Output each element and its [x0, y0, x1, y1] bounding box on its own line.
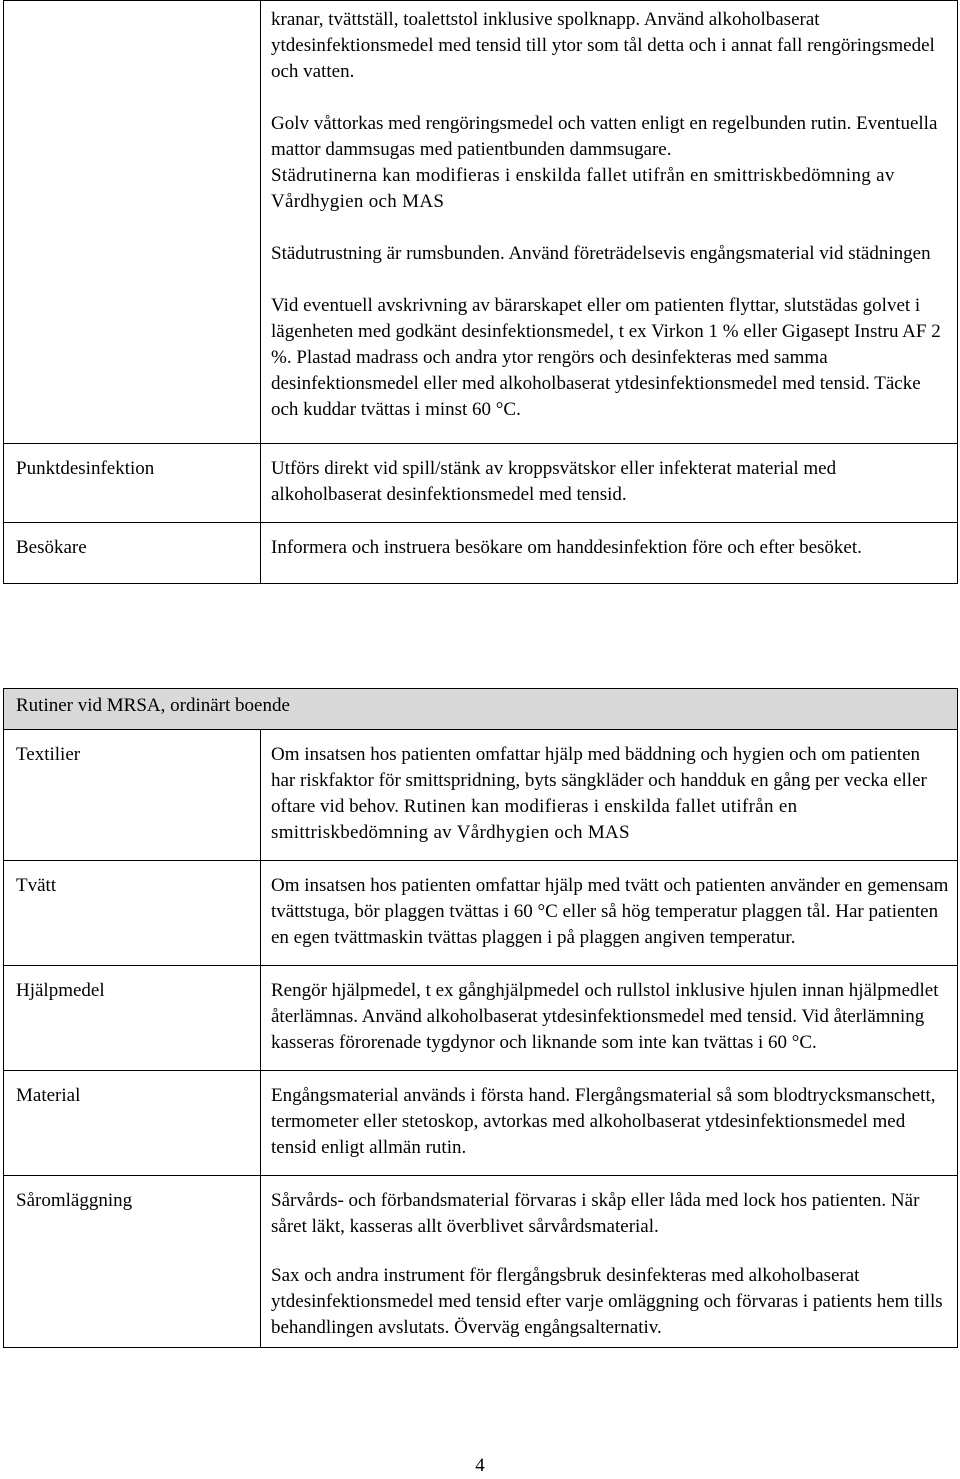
cleaning-paragraph: Städutrustning är rumsbunden. Använd företrädelsevis engångsmaterial vid städningen: [271, 243, 931, 264]
row-label: Hjälpmedel: [4, 966, 261, 1071]
table-row: [4, 1, 958, 444]
row-text-secondary: Sax och andra instrument för flergångsbruk desinfekteras med alkoholbaserat ytdesinfektionsmedel med tensid efter varje omläggning och förvaras i patients hem tills behandlingen avslutats. Överväg engångsalternativ.: [271, 1265, 943, 1338]
cleaning-table: [3, 0, 958, 584]
row-text: Sårvårds- och förbandsmaterial förvaras i skåp eller låda med lock hos patienten. När såret läkt, kasseras allt överblivet sårvårdsmaterial.: [271, 1190, 920, 1237]
page-number: 4: [475, 1455, 485, 1476]
row-text: Om insatsen hos patienten omfattar hjälp med bäddning och hygien och om patienten har riskfaktor för smittspridning, byts sängkläder och handduk en gång per vecka eller oftare vid behov.: [271, 744, 927, 817]
row-text-cell: [261, 730, 958, 861]
row-text: Engångsmaterial används i första hand. Flergångsmaterial så som blodtrycksmanschett, termometer eller stetoskop, avtorkas med alkoholbaserat ytdesinfektionsmedel med tensid enligt allmän rutin.: [261, 1071, 958, 1176]
row-text-cell: [261, 1176, 958, 1348]
table-row: [4, 1071, 958, 1176]
row-text: Informera och instruera besökare om handdesinfektion före och efter besöket.: [261, 523, 958, 584]
cleaning-paragraph: kranar, tvättställ, toalettstol inklusive spolknapp. Använd alkoholbaserat ytdesinfektionsmedel med tensid till ytor som tål detta och i annat fall rengöringsmedel och vatten.: [271, 9, 935, 82]
cleaning-paragraph: Vid eventuell avskrivning av bärarskapet eller om patienten flyttar, slutstädas golvet i lägenheten med godkänt desinfektionsmedel, t ex Virkon 1 % eller Gigasept Instru AF 2 %. Plastad madrass och andra ytor rengörs och desinfekteras med samma desinfektionsmedel eller med alkoholbaserat ytdesinfektionsmedel med tensid. Täcke och kuddar tvättas i minst 60 °C.: [271, 295, 941, 420]
section-title: Rutiner vid MRSA, ordinärt boende: [4, 689, 958, 730]
table-row: [4, 966, 958, 1071]
row-text: Rengör hjälpmedel, t ex gånghjälpmedel och rullstol inklusive hjulen innan hjälpmedlet återlämnas. Använd alkoholbaserat ytdesinfektionsmedel med tensid. Vid återlämning kasseras förorenade tygdynor och liknande som inte kan tvättas i 60 °C.: [261, 966, 958, 1071]
empty-label-cell: [4, 1, 261, 444]
table-row: [4, 523, 958, 584]
cleaning-paragraph: Golv våttorkas med rengöringsmedel och vatten enligt en regelbunden rutin. Eventuella mattor dammsugas med patientbunden dammsugare.: [271, 113, 938, 160]
row-label: Tvätt: [4, 861, 261, 966]
row-label: Punktdesinfektion: [4, 444, 261, 523]
row-label: Material: [4, 1071, 261, 1176]
table-row: [4, 730, 958, 861]
cleaning-paragraph: Städrutinerna kan modifieras i enskilda fallet utifrån en smittriskbedömning av Vårdhygien och MAS: [271, 165, 895, 212]
section-header-row: [4, 689, 958, 730]
table-row: [4, 1176, 958, 1348]
cleaning-text-cell: [261, 1, 958, 444]
table-row: [4, 861, 958, 966]
mrsa-routines-table: [3, 688, 958, 1348]
table-row: [4, 444, 958, 523]
row-text-secondary: Rutinen kan modifieras i enskilda fallet utifrån en smittriskbedömning av Vårdhygien och MAS: [271, 796, 798, 843]
row-label: Såromläggning: [4, 1176, 261, 1348]
row-label: Textilier: [4, 730, 261, 861]
row-text: Om insatsen hos patienten omfattar hjälp med tvätt och patienten använder en gemensam tvättstuga, bör plaggen tvättas i 60 °C eller så hög temperatur plaggen tål. Har patienten en egen tvättmaskin tvättas plaggen i på plaggen angiven temperatur.: [261, 861, 958, 966]
row-label: Besökare: [4, 523, 261, 584]
row-text: Utförs direkt vid spill/stänk av kroppsvätskor eller infekterat material med alkoholbaserat desinfektionsmedel med tensid.: [261, 444, 958, 523]
